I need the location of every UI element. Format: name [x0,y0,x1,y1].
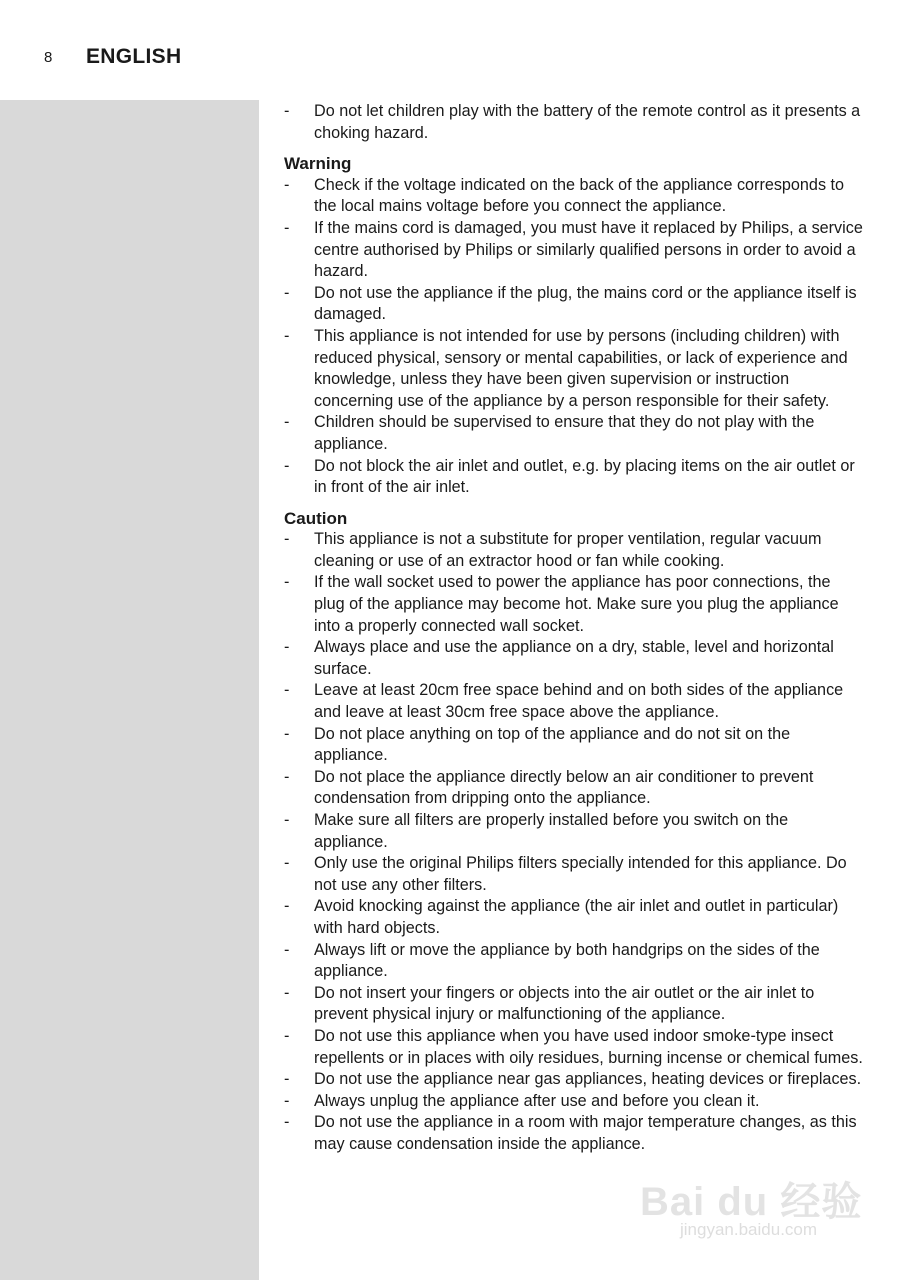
list-marker: - [284,1026,290,1045]
list-item-text: If the wall socket used to power the appliance has poor connections, the plug of the appliance may become hot. Make sure you plug the appliance into a properly connected wall socket. [314,573,839,635]
list-item [284,1112,864,1155]
list-item-text: Do not block the air inlet and outlet, e.g. by placing items on the air outlet or in front of the air inlet. [314,456,855,497]
list-item [284,1091,864,1113]
list-item [284,767,864,810]
safety-section [284,101,864,144]
list-marker: - [284,326,290,345]
list-item-text: Always lift or move the appliance by both handgrips on the sides of the appliance. [314,940,820,981]
content-column [284,101,864,1156]
list-item-text: Always place and use the appliance on a dry, stable, level and horizontal surface. [314,638,834,678]
list-item-text: If the mains cord is damaged, you must have it replaced by Philips, a service centre authorised by Philips or similarly qualified persons in order to avoid a hazard. [314,218,863,281]
list-item [284,1026,864,1069]
list-marker: - [284,940,290,959]
section-title: Warning [284,154,352,174]
list-item [284,680,864,723]
list-marker: - [284,218,290,237]
list-marker: - [284,530,290,549]
safety-list [284,529,864,1155]
safety-list [284,101,864,144]
gray-sidebar [0,100,259,1280]
list-item-text: Do not place anything on top of the appliance and do not sit on the appliance. [314,724,791,765]
list-item [284,101,864,144]
language-heading: ENGLISH [86,45,182,68]
list-marker: - [284,811,290,829]
list-item [284,896,864,939]
page-number: 8 [44,49,53,66]
list-item [284,326,864,412]
list-item-text: Check if the voltage indicated on the back of the appliance corresponds to the local mains voltage before you connect the appliance. [314,175,845,216]
list-item [284,572,864,637]
list-item-text: Do not use the appliance near gas appliances, heating devices or fireplaces. [314,1070,862,1089]
list-item-text: Do not use the appliance if the plug, the mains cord or the appliance itself is damaged. [314,283,857,324]
list-item [284,637,864,680]
list-marker: - [284,1070,290,1089]
list-marker: - [284,897,290,916]
watermark-logo: Bai du 经验 [640,1180,863,1224]
list-marker: - [284,456,290,475]
list-marker: - [284,413,290,432]
list-item [284,983,864,1026]
safety-section [284,153,864,499]
section-title: Caution [284,508,348,528]
list-item [284,1069,864,1091]
list-item-text: Only use the original Philips filters specially intended for this appliance. Do not use any other filters. [314,854,847,894]
safety-list [284,175,864,499]
list-item [284,456,864,499]
list-item [284,940,864,983]
list-marker: - [284,724,290,743]
list-marker: - [284,767,290,786]
list-item [284,853,864,896]
list-item-text: Avoid knocking against the appliance (the air inlet and outlet in particular) with hard objects. [314,897,839,937]
list-item [284,810,864,853]
list-marker: - [284,573,290,592]
list-marker: - [284,102,290,120]
list-marker: - [284,283,290,302]
list-item-text: Do not use the appliance in a room with major temperature changes, as this may cause condensation inside the appliance. [314,1113,857,1153]
list-item [284,175,864,218]
list-marker: - [284,681,290,700]
list-item [284,724,864,767]
list-marker: - [284,1091,290,1110]
list-marker: - [284,983,290,1002]
list-marker: - [284,1113,290,1132]
list-item [284,529,864,572]
list-item [284,218,864,283]
safety-section [284,508,864,1156]
list-marker: - [284,854,290,873]
list-item-text: Do not use this appliance when you have used indoor smoke-type insect repellents or in places with oily residues, burning incense or chemical fumes. [314,1026,863,1067]
watermark-url: jingyan.baidu.com [680,1220,818,1239]
list-item [284,412,864,455]
list-item-text: Do not let children play with the battery of the remote control as it presents a choking hazard. [314,102,861,142]
list-item-text: This appliance is not a substitute for proper ventilation, regular vacuum cleaning or use of an extractor hood or fan while cooking. [314,530,822,570]
list-item [284,283,864,326]
list-item-text: Do not insert your fingers or objects into the air outlet or the air inlet to prevent physical injury or malfunctioning of the appliance. [314,983,815,1024]
list-item-text: This appliance is not intended for use by persons (including children) with reduced physical, sensory or mental capabilities, or lack of experience and knowledge, unless they have been given supervision or instruction concerning use of the appliance by a person responsible for their safety. [314,326,848,410]
list-item-text: Leave at least 20cm free space behind and on both sides of the appliance and leave at least 30cm free space above the appliance. [314,681,844,722]
list-item-text: Do not place the appliance directly below an air conditioner to prevent condensation from dripping onto the appliance. [314,767,814,808]
list-item-text: Always unplug the appliance after use and before you clean it. [314,1091,760,1110]
list-item-text: Children should be supervised to ensure that they do not play with the appliance. [314,413,815,453]
list-marker: - [284,638,290,657]
list-marker: - [284,175,290,194]
list-item-text: Make sure all filters are properly installed before you switch on the appliance. [314,811,789,851]
